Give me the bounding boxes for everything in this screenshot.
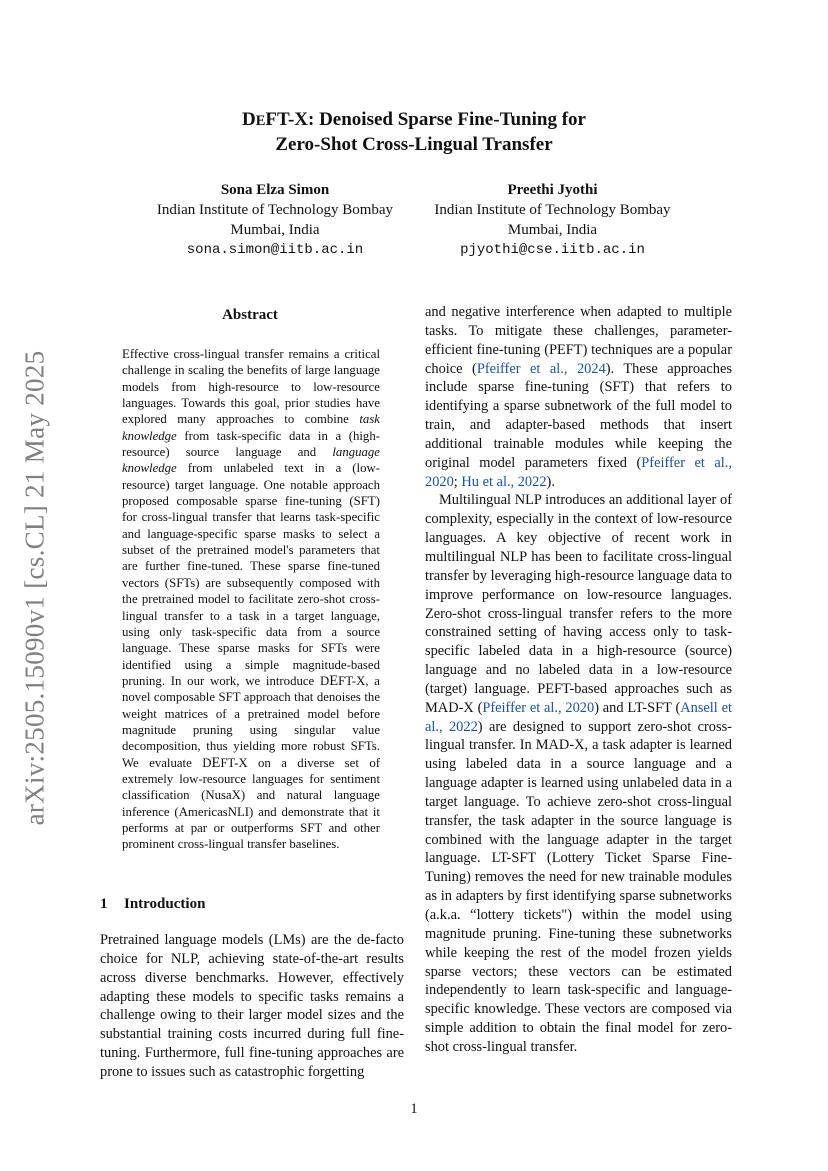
section-heading bbox=[100, 896, 205, 913]
abstract-emphasis: language knowledge bbox=[122, 445, 380, 476]
author-block-1 bbox=[130, 180, 420, 260]
section-number: 1 bbox=[100, 896, 108, 912]
title-line-2: Zero-Shot Cross-Lingual Transfer bbox=[275, 134, 553, 155]
right-column bbox=[425, 303, 732, 1057]
paragraph-text: ) are designed to support zero-shot cross-lingual transfer. In MAD-X, a task adapter is learned using labeled data in a source language and a language adapter is learned using unlabeled data in a target language. To achieve zero-shot cross-lingual transfer, the task adapter in the source language is combined with the language adapter in the target language. LT-SFT (Lottery Ticket Sparse Fine-Tuning) removes the need for new trainable modules as in adapters by first identifying sparse subnetworks (a.k.a. “lottery tickets") within the model using magnitude pruning. Fine-tuning these subnetworks while keeping the rest of the model frozen yields sparse vectors; these vectors can be estimated independently to learn task-specific and language-specific knowledge. These vectors are composed via simple addition to obtain the final model for zero-shot cross-lingual transfer. bbox=[425, 718, 732, 1055]
title-prefix: D bbox=[242, 109, 256, 130]
paper-title bbox=[0, 108, 828, 156]
section-title: Introduction bbox=[124, 896, 206, 912]
page-number: 1 bbox=[410, 1101, 418, 1117]
title-smallcap: E bbox=[255, 113, 266, 129]
intro-paragraph-left: Pretrained language models (LMs) are the de-facto choice for NLP, achieving state-of-the-art results across diverse benchmarks. However, effectively adapting these models to specific tasks remains a challenge owing to their larger model sizes and the substantial training costs incurred during full fine-tuning. Furthermore, full fine-tuning approaches are prone to issues such as catastrophic forgetting bbox=[100, 932, 404, 1080]
citation-link[interactable]: Pfeiffer et al., 2024 bbox=[476, 360, 606, 377]
title-rest: FT-X: Denoised Sparse Fine-Tuning for bbox=[265, 109, 586, 130]
author-location: Mumbai, India bbox=[507, 222, 598, 238]
arxiv-stamp bbox=[18, 340, 52, 835]
abstract-emphasis: task knowledge bbox=[122, 412, 380, 443]
paragraph bbox=[425, 303, 732, 491]
paragraph bbox=[425, 491, 732, 1056]
arxiv-stamp-text: arXiv:2505.15090v1 [cs.CL] 21 May 2025 bbox=[19, 350, 50, 825]
abstract-text: from task-specific data in a (high-resource) source language and bbox=[122, 428, 380, 460]
citation-link[interactable]: Hu et al., 2022 bbox=[461, 473, 547, 490]
author-email[interactable]: sona.simon@iitb.ac.in bbox=[186, 242, 364, 258]
author-block-2 bbox=[410, 180, 695, 260]
abstract-smallcap: E bbox=[211, 754, 221, 771]
title-line-1 bbox=[0, 108, 828, 133]
abstract-heading: Abstract bbox=[222, 307, 278, 323]
abstract-body bbox=[122, 346, 380, 853]
citation-link[interactable]: Ansell et al., 2022 bbox=[425, 699, 732, 735]
citation-link[interactable]: Pfeiffer et al., 2020 bbox=[425, 454, 732, 490]
paragraph-text: ). These approaches include sparse fine-tuning (SFT) that refers to identifying a sparse subnetwork of the full model to train, and adapter-based methods that insert additional trainable modules while keeping the original model parameters fixed ( bbox=[425, 360, 732, 471]
author-affiliation: Indian Institute of Technology Bombay bbox=[156, 202, 394, 218]
paragraph-text: ). bbox=[546, 473, 555, 490]
abstract-smallcap: E bbox=[329, 672, 339, 689]
abstract-text: FT-X, a novel composable SFT approach that denoises the weight matrices of a pretrained model before magnitude pruning using singular value decomposition, thus yielding more robust SFTs. We evaluate D bbox=[122, 673, 380, 770]
paragraph-text: ) and LT-SFT ( bbox=[594, 699, 681, 716]
paragraph-text: Multilingual NLP introduces an additional layer of complexity, especially in the context of low-resource languages. A key objective of recent work in multilingual NLP has been to facilitate cross-lingual transfer by leveraging high-resource language data to improve performance on low-resource languages. Zero-shot cross-lingual transfer refers to the more constrained setting of having access only to task-specific labeled data in a high-resource (source) language and no labeled data in a low-resource (target) language. PEFT-based approaches such as MAD-X ( bbox=[425, 492, 732, 716]
author-affiliation: Indian Institute of Technology Bombay bbox=[434, 202, 671, 218]
abstract-text: FT-X on a diverse set of extremely low-resource languages for sentiment classification (NusaX) and natural language inference (AmericasNLI) and demonstrate that it performs at par or outperforms SFT and other prominent cross-lingual transfer baselines. bbox=[122, 755, 380, 852]
author-email[interactable]: pjyothi@cse.iitb.ac.in bbox=[460, 242, 645, 258]
author-name: Sona Elza Simon bbox=[220, 182, 330, 198]
abstract-text: from unlabeled text in a (low-resource) target language. One notable approach proposed composable sparse fine-tuning (SFT) for cross-lingual transfer that learns task-specific and language-specific sparse masks to select a subset of the pretrained model's parameters that are further fine-tuned. These sparse fine-tuned vectors (SFTs) are subsequently composed with the pretrained model to facilitate zero-shot cross-lingual transfer to a task in a target language, using only task-specific data from a source language. These sparse masks for SFTs were identified using a simple magnitude-based pruning. In our work, we introduce D bbox=[122, 461, 380, 688]
author-location: Mumbai, India bbox=[230, 222, 320, 238]
citation-link[interactable]: Pfeiffer et al., 2020 bbox=[482, 699, 595, 716]
paragraph-text: and negative interference when adapted to multiple tasks. To mitigate these challenges, parameter-efficient fine-tuning (PEFT) techniques are a popular choice ( bbox=[425, 304, 732, 377]
abstract-text: Effective cross-lingual transfer remains a critical challenge in scaling the benefits of large language models from high-resource to low-resource languages. Towards this goal, prior studies have explored many approaches to combine bbox=[122, 347, 380, 427]
paragraph-text: ; bbox=[453, 473, 462, 490]
author-name: Preethi Jyothi bbox=[507, 182, 598, 198]
